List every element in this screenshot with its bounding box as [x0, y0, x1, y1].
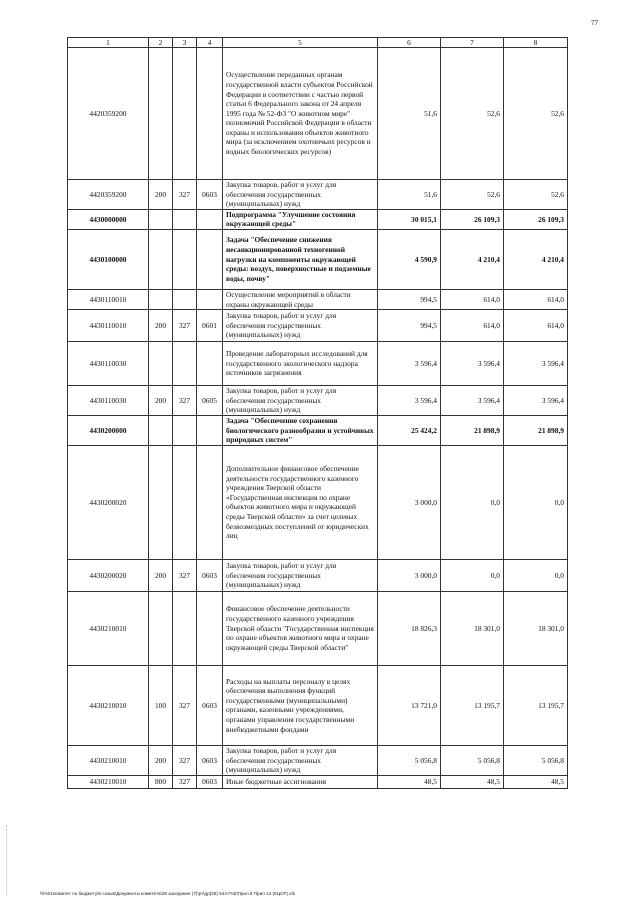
expense-type-cell: 200	[149, 386, 173, 416]
amount-year3-cell: 52,6	[504, 180, 568, 210]
amount-year2-cell: 0,0	[441, 445, 504, 559]
expense-type-cell	[149, 445, 173, 559]
table-row	[68, 229, 568, 289]
amount-year3-cell: 3 596,4	[504, 386, 568, 416]
description-cell: Подпрограмма "Улучшение состояния окружающей среды"	[223, 209, 378, 229]
amount-year1-cell: 3 596,4	[378, 386, 441, 416]
description-cell: Закупка товаров, работ и услуг для обеспечения государственных (муниципальных) нужд	[223, 745, 378, 775]
section-code-cell: 0601	[197, 310, 223, 342]
amount-year1-cell: 51,6	[378, 48, 441, 180]
amount-year3-cell: 26 109,3	[504, 209, 568, 229]
amount-year3-cell: 52,6	[504, 48, 568, 180]
classification-code-cell: 4430110030	[68, 342, 149, 386]
expense-type-cell: 200	[149, 180, 173, 210]
description-cell: Финансовое обеспечение деятельности государственного казенного учреждения Тверской области "Государственная инспекция по охране объектов животного мира и охране окружающей среды Тверской области"	[223, 591, 378, 665]
section-code-cell	[197, 48, 223, 180]
expense-type-cell: 100	[149, 665, 173, 745]
expense-type-cell	[149, 229, 173, 289]
classification-code-cell: 4430210010	[68, 745, 149, 775]
amount-year2-cell: 3 596,4	[441, 342, 504, 386]
amount-year1-cell: 994,5	[378, 289, 441, 309]
amount-year2-cell: 21 898,9	[441, 415, 504, 445]
amount-year2-cell: 52,6	[441, 180, 504, 210]
description-cell: Осуществление переданных органам государственной власти субъектов Российской Федерации в соответствии с частью первой статьи 6 Федерального закона от 24 апреля 1995 года № 52-ФЗ "О животном мире" полномочий Российской Федерации в области охраны и использования объектов животного мира (за исключением охотничьих ресурсов и водных биологических ресурсов)	[223, 48, 378, 180]
ministry-code-cell: 327	[173, 665, 197, 745]
amount-year2-cell: 3 596,4	[441, 386, 504, 416]
page-number: 77	[591, 19, 598, 27]
section-code-cell	[197, 415, 223, 445]
section-code-cell	[197, 445, 223, 559]
expense-type-cell: 200	[149, 310, 173, 342]
amount-year2-cell: 48,5	[441, 775, 504, 788]
section-code-cell	[197, 209, 223, 229]
classification-code-cell: 4430100000	[68, 229, 149, 289]
ministry-code-cell: 327	[173, 180, 197, 210]
ministry-code-cell: 327	[173, 386, 197, 416]
classification-code-cell: 4430210010	[68, 665, 149, 745]
table-row	[68, 289, 568, 309]
description-cell: Закупка товаров, работ и услуг для обеспечения государственных (муниципальных) нужд	[223, 559, 378, 591]
description-cell: Иные бюджетные ассигнования	[223, 775, 378, 788]
amount-year3-cell: 21 898,9	[504, 415, 568, 445]
amount-year2-cell: 0,0	[441, 559, 504, 591]
header-row	[68, 38, 568, 48]
amount-year1-cell: 13 721,0	[378, 665, 441, 745]
table-row	[68, 209, 568, 229]
amount-year1-cell: 5 056,8	[378, 745, 441, 775]
section-code-cell: 0603	[197, 775, 223, 788]
footer-file-path: \\Fs01\комитет по бюджету\6 созыв\Документы комитета\28 заседание (7)\рт\др(28) 544-П-Б\Прил 8 Прил 14 (КЦСР).xls	[40, 891, 295, 896]
expense-type-cell	[149, 415, 173, 445]
table-row	[68, 559, 568, 591]
ministry-code-cell: 327	[173, 559, 197, 591]
section-code-cell	[197, 289, 223, 309]
amount-year1-cell: 51,6	[378, 180, 441, 210]
section-code-cell: 0603	[197, 745, 223, 775]
amount-year3-cell: 4 210,4	[504, 229, 568, 289]
amount-year2-cell: 52,6	[441, 48, 504, 180]
classification-code-cell: 4420359200	[68, 180, 149, 210]
amount-year2-cell: 614,0	[441, 310, 504, 342]
table-row	[68, 745, 568, 775]
ministry-code-cell: 327	[173, 775, 197, 788]
section-code-cell	[197, 229, 223, 289]
classification-code-cell: 4430000000	[68, 209, 149, 229]
section-code-cell	[197, 591, 223, 665]
amount-year3-cell: 18 301,0	[504, 591, 568, 665]
description-cell: Дополнительное финансовое обеспечение деятельности государственного казенного учреждения Тверской области «Государственная инспекция по охране объектов животного мира и окружающей среды Тверской области» за счет целевых безвозмездных поступлений от юридических лиц	[223, 445, 378, 559]
description-cell: Закупка товаров, работ и услуг для обеспечения государственных (муниципальных) нужд	[223, 386, 378, 416]
table-row	[68, 415, 568, 445]
header-cell: 3	[173, 38, 197, 48]
table-row	[68, 591, 568, 665]
ministry-code-cell	[173, 342, 197, 386]
amount-year1-cell: 994,5	[378, 310, 441, 342]
classification-code-cell: 4430200020	[68, 445, 149, 559]
table-row	[68, 342, 568, 386]
ministry-code-cell	[173, 415, 197, 445]
ministry-code-cell: 327	[173, 310, 197, 342]
classification-code-cell: 4430110010	[68, 310, 149, 342]
description-cell: Закупка товаров, работ и услуг для обеспечения государственных (муниципальных) нужд	[223, 310, 378, 342]
amount-year2-cell: 26 109,3	[441, 209, 504, 229]
section-code-cell: 0603	[197, 559, 223, 591]
description-cell: Задача "Обеспечение снижения несанкционированной техногенной нагрузки на компоненты окружающей среды: воздух, поверхностные и подземные воды, почву"	[223, 229, 378, 289]
table-row	[68, 665, 568, 745]
ministry-code-cell	[173, 289, 197, 309]
amount-year3-cell: 13 195,7	[504, 665, 568, 745]
section-code-cell	[197, 342, 223, 386]
ministry-code-cell	[173, 209, 197, 229]
amount-year3-cell: 48,5	[504, 775, 568, 788]
amount-year2-cell: 4 210,4	[441, 229, 504, 289]
classification-code-cell: 4430200000	[68, 415, 149, 445]
classification-code-cell: 4430110030	[68, 386, 149, 416]
amount-year3-cell: 0,0	[504, 559, 568, 591]
header-cell: 1	[68, 38, 149, 48]
amount-year1-cell: 3 596,4	[378, 342, 441, 386]
ministry-code-cell	[173, 229, 197, 289]
amount-year1-cell: 4 590,9	[378, 229, 441, 289]
amount-year2-cell: 18 301,0	[441, 591, 504, 665]
amount-year1-cell: 25 424,2	[378, 415, 441, 445]
expense-type-cell	[149, 591, 173, 665]
amount-year1-cell: 3 000,0	[378, 445, 441, 559]
amount-year3-cell: 5 056,8	[504, 745, 568, 775]
amount-year2-cell: 5 056,8	[441, 745, 504, 775]
table-row	[68, 180, 568, 210]
amount-year1-cell: 48,5	[378, 775, 441, 788]
table-row	[68, 48, 568, 180]
header-cell: 2	[149, 38, 173, 48]
expense-type-cell: 200	[149, 559, 173, 591]
expense-type-cell	[149, 48, 173, 180]
table-row	[68, 775, 568, 788]
classification-code-cell: 4430210010	[68, 591, 149, 665]
budget-table	[67, 37, 568, 789]
amount-year1-cell: 18 826,3	[378, 591, 441, 665]
description-cell: Осуществление мероприятий в области охраны окружающей среды	[223, 289, 378, 309]
header-cell: 5	[223, 38, 378, 48]
amount-year1-cell: 3 000,0	[378, 559, 441, 591]
amount-year1-cell: 30 015,1	[378, 209, 441, 229]
classification-code-cell: 4430200020	[68, 559, 149, 591]
amount-year3-cell: 0,0	[504, 445, 568, 559]
amount-year3-cell: 3 596,4	[504, 342, 568, 386]
amount-year3-cell: 614,0	[504, 310, 568, 342]
ministry-code-cell: 327	[173, 745, 197, 775]
amount-year2-cell: 614,0	[441, 289, 504, 309]
table-row	[68, 310, 568, 342]
table-row	[68, 445, 568, 559]
header-cell: 8	[504, 38, 568, 48]
header-cell: 4	[197, 38, 223, 48]
description-cell: Расходы на выплаты персоналу в целях обеспечения выполнения функций государственными (муниципальными) органами, казенными учреждениями, органами управления государственными внебюджетными фондами	[223, 665, 378, 745]
margin-line	[6, 825, 8, 895]
ministry-code-cell	[173, 445, 197, 559]
ministry-code-cell	[173, 591, 197, 665]
header-cell: 6	[378, 38, 441, 48]
amount-year2-cell: 13 195,7	[441, 665, 504, 745]
ministry-code-cell	[173, 48, 197, 180]
classification-code-cell: 4420359200	[68, 48, 149, 180]
expense-type-cell: 200	[149, 745, 173, 775]
expense-type-cell	[149, 209, 173, 229]
expense-type-cell: 800	[149, 775, 173, 788]
description-cell: Задача "Обеспечение сохранения биологического разнообразия и устойчивых природных систем"	[223, 415, 378, 445]
classification-code-cell: 4430110010	[68, 289, 149, 309]
description-cell: Проведение лабораторных исследований для государственного экологического надзора источников загрязнения	[223, 342, 378, 386]
table-row	[68, 386, 568, 416]
expense-type-cell	[149, 289, 173, 309]
section-code-cell: 0603	[197, 665, 223, 745]
classification-code-cell: 4430210010	[68, 775, 149, 788]
description-cell: Закупка товаров, работ и услуг для обеспечения государственных (муниципальных) нужд	[223, 180, 378, 210]
section-code-cell: 0603	[197, 180, 223, 210]
header-cell: 7	[441, 38, 504, 48]
amount-year3-cell: 614,0	[504, 289, 568, 309]
expense-type-cell	[149, 342, 173, 386]
section-code-cell: 0605	[197, 386, 223, 416]
